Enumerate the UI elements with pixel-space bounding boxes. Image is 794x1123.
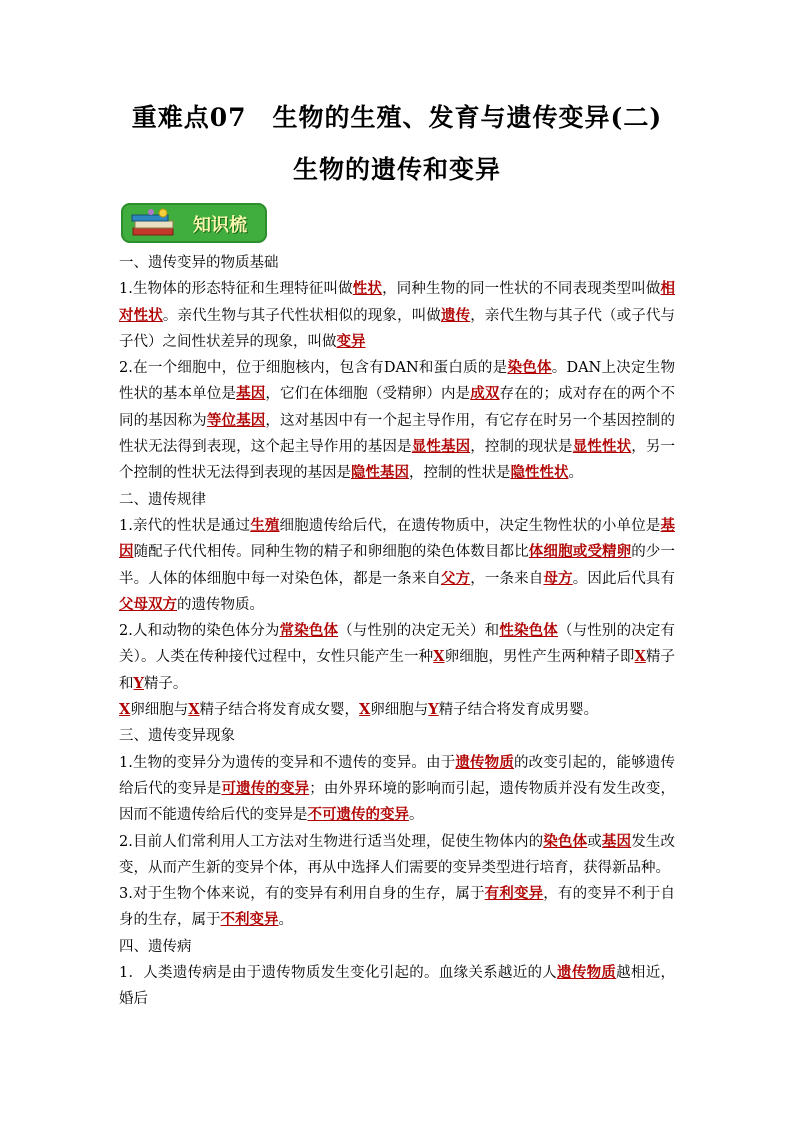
text-run: 三、遗传变异现象	[119, 728, 235, 745]
keyword: 不可遗传的变异	[307, 806, 409, 824]
text-run: 1.生物的变异分为遗传的变异和不遗传的变异。由于	[119, 754, 456, 771]
text-run: 。DAN上决定生物性状的基本单位是	[119, 360, 676, 403]
keyword: 隐性性状	[510, 464, 569, 482]
text-run: 。	[278, 912, 293, 929]
text-run: （与性别的决定无关）和	[338, 623, 500, 640]
keyword: X	[119, 701, 131, 719]
paragraph	[119, 960, 675, 1013]
paragraph	[119, 697, 675, 723]
text-run: （与性别的决定有关）。人类在传种接代过程中，女性只能产生一种	[119, 623, 676, 666]
text-run: ，这对基因中有一个起主导作用，有它存在时另一个基因控制的性状无法得到表现，这个起主导作用的基因是	[119, 412, 676, 456]
paragraph	[119, 618, 675, 697]
text-run: ，控制的现状是	[470, 439, 573, 456]
text-run: 四、遗传病	[119, 938, 192, 955]
text-run: ，控制的性状是	[409, 465, 511, 482]
text-run: 存在的；成对存在的两个不同的基因称为	[119, 386, 676, 429]
document-body	[119, 250, 675, 1013]
text-run: 或	[587, 833, 602, 850]
keyword: 有利变异	[484, 885, 544, 903]
text-run: 卵细胞与	[130, 702, 189, 719]
keyword: 遗传	[440, 306, 471, 324]
paragraph	[119, 276, 675, 355]
keyword: 成双	[470, 385, 500, 403]
keyword: 显性基因	[411, 438, 471, 456]
text-run: 。	[568, 465, 583, 482]
text-run: 卵细胞，男性产生两种精子即	[444, 649, 635, 666]
paragraph	[119, 750, 675, 829]
keyword: 生殖	[250, 516, 280, 534]
page-subtitle: 生物的遗传和变异	[292, 155, 501, 184]
keyword: 相对性状	[119, 280, 675, 324]
text-run: ，亲代生物与其子代（或子代与子代）之间性状差异的现象，叫做	[119, 307, 676, 350]
keyword: 可遗传的变异	[221, 779, 310, 797]
paragraph	[119, 513, 675, 618]
keyword: 变异	[336, 332, 366, 350]
text-run: ，同种生物的同一性状的不同表现类型叫做	[382, 281, 661, 298]
keyword: 基因	[236, 385, 266, 403]
keyword: 性状	[352, 280, 383, 298]
text-run: 2.人和动物的染色体分为	[119, 623, 280, 640]
text-run: 1．人类遗传病是由于遗传物质发生变化引起的。血缘关系越近的人	[119, 965, 558, 982]
keyword: 母方	[543, 569, 573, 587]
text-run: 精子和	[119, 649, 676, 692]
paragraph	[119, 355, 675, 486]
paragraph	[119, 881, 675, 934]
text-run: 精子结合将发育成女婴，	[199, 702, 360, 719]
text-run: 2.在一个细胞中，位于细胞核内，包含有DAN和蛋白质的是	[119, 360, 508, 377]
keyword: 显性性状	[572, 438, 632, 456]
text-run: 二、遗传规律	[119, 491, 206, 508]
text-run: 2.目前人们常利用人工方法对生物进行适当处理，促使生物体内的	[119, 833, 544, 850]
text-run: 越相近，婚后	[119, 965, 675, 1008]
text-run: ，有的变异不利于自身的生存，属于	[119, 886, 676, 929]
text-run: 的改变引起的，能够遗传给后代的变异是	[119, 754, 676, 797]
keyword: 隐性基因	[351, 464, 409, 482]
text-run: 细胞遗传给后代，在遗传物质中，决定生物性状的小单位是	[279, 517, 661, 534]
keyword: Y	[428, 701, 439, 719]
text-run: 精子。	[143, 675, 188, 692]
text-run: 精子结合将发育成男婴。	[438, 702, 599, 719]
keyword: 遗传物质	[557, 964, 617, 982]
keyword: X	[634, 648, 646, 666]
keyword: 基因	[119, 516, 676, 561]
text-run: 卵细胞与	[370, 702, 429, 719]
keyword: 常染色体	[279, 622, 339, 640]
books-icon	[129, 208, 179, 238]
keyword: X	[188, 701, 200, 719]
text-run: 。亲代生物与其子代性状相似的现象，叫做	[162, 307, 441, 324]
text-run: 发生改变，从而产生新的变异个体，再从中选择人们需要的变异类型进行培育，获得新品种。	[119, 833, 676, 876]
text-run: 1.亲代的性状是通过	[119, 517, 251, 534]
keyword: 基因	[601, 832, 632, 850]
text-run: 3.对于生物个体来说，有的变异有利用自身的生存，属于	[119, 886, 485, 903]
keyword: 体细胞或受精卵	[528, 543, 632, 561]
keyword: X	[433, 648, 445, 666]
keyword: 遗传物质	[455, 753, 514, 771]
text-run: ，它们在体细胞（受精卵）内是	[265, 386, 471, 403]
keyword: 性染色体	[499, 622, 558, 640]
text-run: 。因此后代具有	[572, 570, 676, 587]
keyword: 父母双方	[119, 595, 177, 613]
keyword: 染色体	[543, 832, 588, 850]
knowledge-badge	[121, 203, 267, 243]
keyword: X	[359, 701, 371, 719]
paragraph	[119, 250, 675, 276]
text-run: ，另一个控制的性状无法得到表现的基因是	[119, 439, 676, 482]
text-run: 。	[409, 807, 424, 824]
paragraph	[119, 829, 675, 882]
text-run: 1.生物体的形态特征和生理特征叫做	[119, 281, 353, 298]
page-title: 重难点07 生物的生殖、发育与遗传变异(二)	[131, 103, 663, 132]
text-run: 的遗传物质。	[177, 596, 264, 613]
keyword: 染色体	[507, 359, 552, 377]
keyword: 等位基因	[206, 411, 266, 429]
text-run: ；由外界环境的影响而引起，遗传物质并没有发生改变，因而不能遗传给后代的变异是	[119, 780, 676, 824]
badge-label: 知识梳	[193, 215, 247, 236]
text-run: 的少一半。人体的体细胞中每一对染色体，都是一条来自	[119, 544, 676, 587]
paragraph	[119, 723, 675, 749]
paragraph	[119, 487, 675, 513]
text-run: 一、遗传变异的物质基础	[119, 255, 279, 271]
paragraph	[119, 934, 675, 960]
text-run: 随配子代代相传。同种生物的精子和卵细胞的染色体数目都比	[133, 544, 529, 561]
keyword: Y	[133, 674, 144, 692]
text-run: ，一条来自	[470, 570, 544, 587]
keyword: 不利变异	[220, 911, 279, 929]
keyword: 父方	[440, 569, 471, 587]
